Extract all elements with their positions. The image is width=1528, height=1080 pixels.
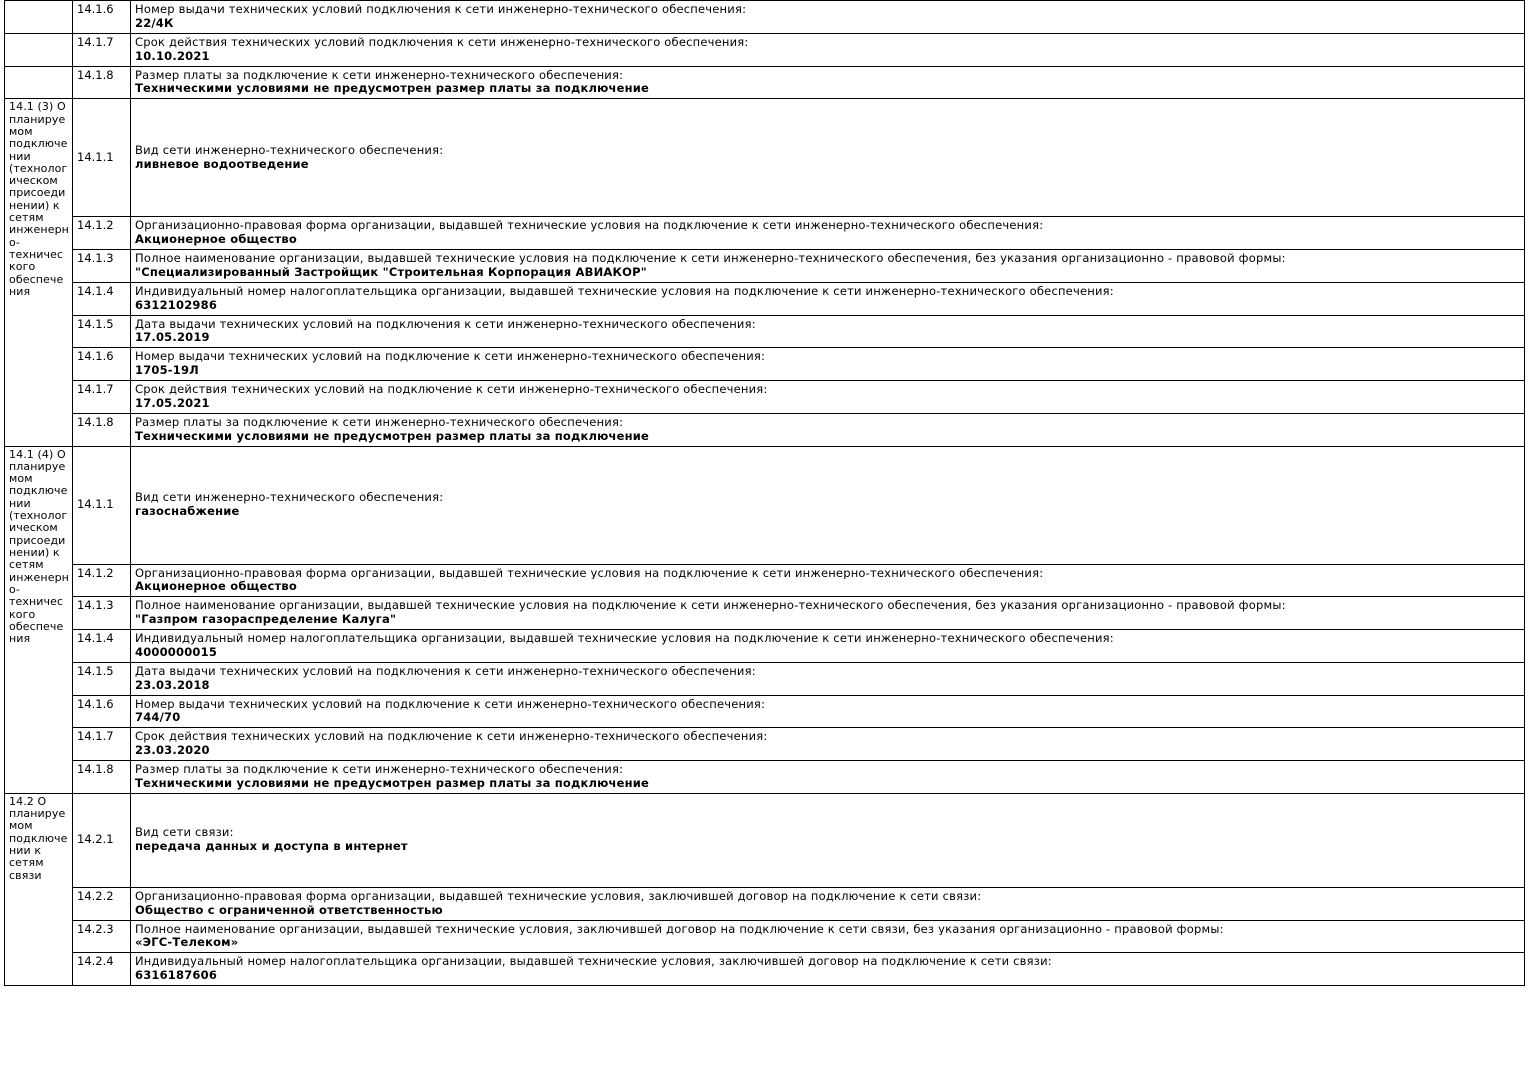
row-body (131, 315, 1525, 348)
row-value: 22/4К (135, 16, 174, 30)
row-code: 14.1.6 (73, 1, 131, 34)
row-value: 4000000015 (135, 645, 218, 659)
table-row (5, 282, 1525, 315)
row-code: 14.1.8 (73, 66, 131, 99)
row-code: 14.1.4 (73, 282, 131, 315)
row-body (131, 630, 1525, 663)
table-row (5, 33, 1525, 66)
table-row (5, 217, 1525, 250)
row-value: Общество с ограниченной ответственностью (135, 903, 443, 917)
row-label: Полное наименование организации, выдавшей технические условия на подключение к сети инженерно-технического обеспечения, без указания организационно - правовой формы: (135, 252, 1286, 265)
row-label: Срок действия технических условий на подключение к сети инженерно-технического обеспечения: (135, 383, 768, 396)
table-row (5, 66, 1525, 99)
row-body (131, 695, 1525, 728)
section-cell (5, 33, 73, 66)
row-label: Полное наименование организации, выдавшей технические условия на подключение к сети инженерно-технического обеспечения, без указания организационно - правовой формы: (135, 599, 1286, 613)
section-title-14-1-3: 14.1 (3) О планируемом подключении (технологическом присоединении) к сетям инженерно-технического обеспечения (5, 99, 73, 446)
row-body (131, 413, 1525, 446)
row-value: 744/70 (135, 711, 181, 725)
row-label: Дата выдачи технических условий на подключения к сети инженерно-технического обеспечения: (135, 317, 756, 331)
row-code: 14.1.5 (73, 315, 131, 348)
table-row (5, 695, 1525, 728)
row-code: 14.1.3 (73, 250, 131, 283)
row-label: Вид сети связи: (135, 826, 234, 840)
row-label: Вид сети инженерно-технического обеспечения: (135, 491, 444, 504)
row-label: Вид сети инженерно-технического обеспечения: (135, 143, 444, 157)
row-code: 14.2.4 (73, 953, 131, 986)
row-label: Срок действия технических условий на подключение к сети инженерно-технического обеспечения: (135, 730, 768, 744)
row-value: Техническими условиями не предусмотрен размер платы за подключение (135, 82, 649, 96)
table-row (5, 728, 1525, 761)
table-row (5, 315, 1525, 348)
row-body (131, 381, 1525, 414)
table-row (5, 250, 1525, 283)
row-label: Размер платы за подключение к сети инженерно-технического обеспечения: (135, 415, 624, 429)
table-row (5, 564, 1525, 597)
row-label: Срок действия технических условий подключения к сети инженерно-технического обеспечения: (135, 35, 749, 49)
table-row (5, 761, 1525, 794)
row-body (131, 564, 1525, 597)
row-code: 14.1.7 (73, 33, 131, 66)
row-label: Размер платы за подключение к сети инженерно-технического обеспечения: (135, 763, 624, 776)
row-body (131, 99, 1525, 217)
row-value: Техническими условиями не предусмотрен размер платы за подключение (135, 429, 649, 443)
row-body (131, 1, 1525, 34)
row-body (131, 728, 1525, 761)
row-body (131, 446, 1525, 564)
row-body (131, 793, 1525, 887)
row-value: 6312102986 (135, 298, 218, 312)
row-code: 14.1.2 (73, 217, 131, 250)
row-code: 14.1.1 (73, 446, 131, 564)
row-value: 17.05.2019 (135, 331, 210, 345)
row-value: 17.05.2021 (135, 396, 210, 410)
row-body (131, 282, 1525, 315)
row-body (131, 953, 1525, 986)
row-value: ливневое водоотведение (135, 157, 309, 171)
row-code: 14.1.7 (73, 381, 131, 414)
row-code: 14.1.8 (73, 761, 131, 794)
row-label: Организационно-правовая форма организации, выдавшей технические условия, заключившей договор на подключение к сети связи: (135, 889, 982, 903)
row-code: 14.1.4 (73, 630, 131, 663)
row-value: 1705-19Л (135, 364, 199, 377)
table-row (5, 446, 1525, 564)
row-label: Номер выдачи технических условий на подключение к сети инженерно-технического обеспечения: (135, 350, 766, 364)
row-value: 10.10.2021 (135, 49, 210, 63)
project-declaration-table (4, 0, 1525, 986)
row-body (131, 348, 1525, 381)
table-row (5, 381, 1525, 414)
row-label: Размер платы за подключение к сети инженерно-технического обеспечения: (135, 68, 624, 82)
table-row (5, 662, 1525, 695)
row-value: Акционерное общество (135, 580, 297, 594)
row-code: 14.1.5 (73, 662, 131, 695)
row-value: "Газпром газораспределение Калуга" (135, 613, 397, 626)
row-label: Дата выдачи технических условий на подключения к сети инженерно-технического обеспечения: (135, 664, 756, 678)
row-value: Техническими условиями не предусмотрен размер платы за подключение (135, 776, 649, 790)
table-row (5, 953, 1525, 986)
row-label: Организационно-правовая форма организации, выдавшей технические условия на подключение к сети инженерно-технического обеспечения: (135, 566, 1044, 580)
table-row (5, 920, 1525, 953)
row-body (131, 597, 1525, 630)
row-label: Индивидуальный номер налогоплательщика организации, выдавшей технические условия на подключение к сети инженерно-технического обеспечения: (135, 632, 1114, 645)
table-row (5, 597, 1525, 630)
row-body (131, 66, 1525, 99)
row-code: 14.1.7 (73, 728, 131, 761)
section-cell (5, 1, 73, 34)
section-title-14-2: 14.2 О планируемом подключении к сетям связи (5, 793, 73, 985)
row-label: Полное наименование организации, выдавшей технические условия, заключившей договор на подключение к сети связи, без указания организационно - правовой формы: (135, 922, 1224, 936)
row-value: «ЭГС-Телеком» (135, 936, 239, 950)
row-body (131, 250, 1525, 283)
table-row (5, 793, 1525, 887)
row-value: 23.03.2018 (135, 678, 210, 692)
row-label: Номер выдачи технических условий подключения к сети инженерно-технического обеспечения: (135, 3, 747, 16)
table-row (5, 887, 1525, 920)
table-row (5, 413, 1525, 446)
row-code: 14.2.3 (73, 920, 131, 953)
row-code: 14.1.6 (73, 695, 131, 728)
row-value: 6316187606 (135, 969, 218, 982)
table-row (5, 99, 1525, 217)
row-code: 14.1.2 (73, 564, 131, 597)
section-title-14-1-4: 14.1 (4) О планируемом подключении (технологическом присоединении) к сетям инженерно-технического обеспечения (5, 446, 73, 793)
section-cell (5, 66, 73, 99)
row-body (131, 33, 1525, 66)
row-label: Индивидуальный номер налогоплательщика организации, выдавшей технические условия на подключение к сети инженерно-технического обеспечения: (135, 284, 1114, 298)
row-value: 23.03.2020 (135, 744, 210, 757)
row-body (131, 662, 1525, 695)
row-label: Организационно-правовая форма организации, выдавшей технические условия на подключение к сети инженерно-технического обеспечения: (135, 219, 1044, 233)
row-value: газоснабжение (135, 505, 240, 518)
row-value: Акционерное общество (135, 233, 297, 246)
table-row (5, 630, 1525, 663)
row-body (131, 887, 1525, 920)
row-code: 14.1.1 (73, 99, 131, 217)
row-body (131, 920, 1525, 953)
row-code: 14.1.6 (73, 348, 131, 381)
row-body (131, 761, 1525, 794)
table-row (5, 1, 1525, 34)
row-value: "Специализированный Застройщик "Строительная Корпорация АВИАКОР" (135, 265, 647, 279)
row-code: 14.2.1 (73, 793, 131, 887)
row-value: передача данных и доступа в интернет (135, 840, 408, 854)
row-body (131, 217, 1525, 250)
row-label: Индивидуальный номер налогоплательщика организации, выдавшей технические условия, заключившей договор на подключение к сети связи: (135, 955, 1052, 969)
table-row (5, 348, 1525, 381)
row-label: Номер выдачи технических условий на подключение к сети инженерно-технического обеспечения: (135, 697, 766, 711)
row-code: 14.1.8 (73, 413, 131, 446)
row-code: 14.2.2 (73, 887, 131, 920)
row-code: 14.1.3 (73, 597, 131, 630)
